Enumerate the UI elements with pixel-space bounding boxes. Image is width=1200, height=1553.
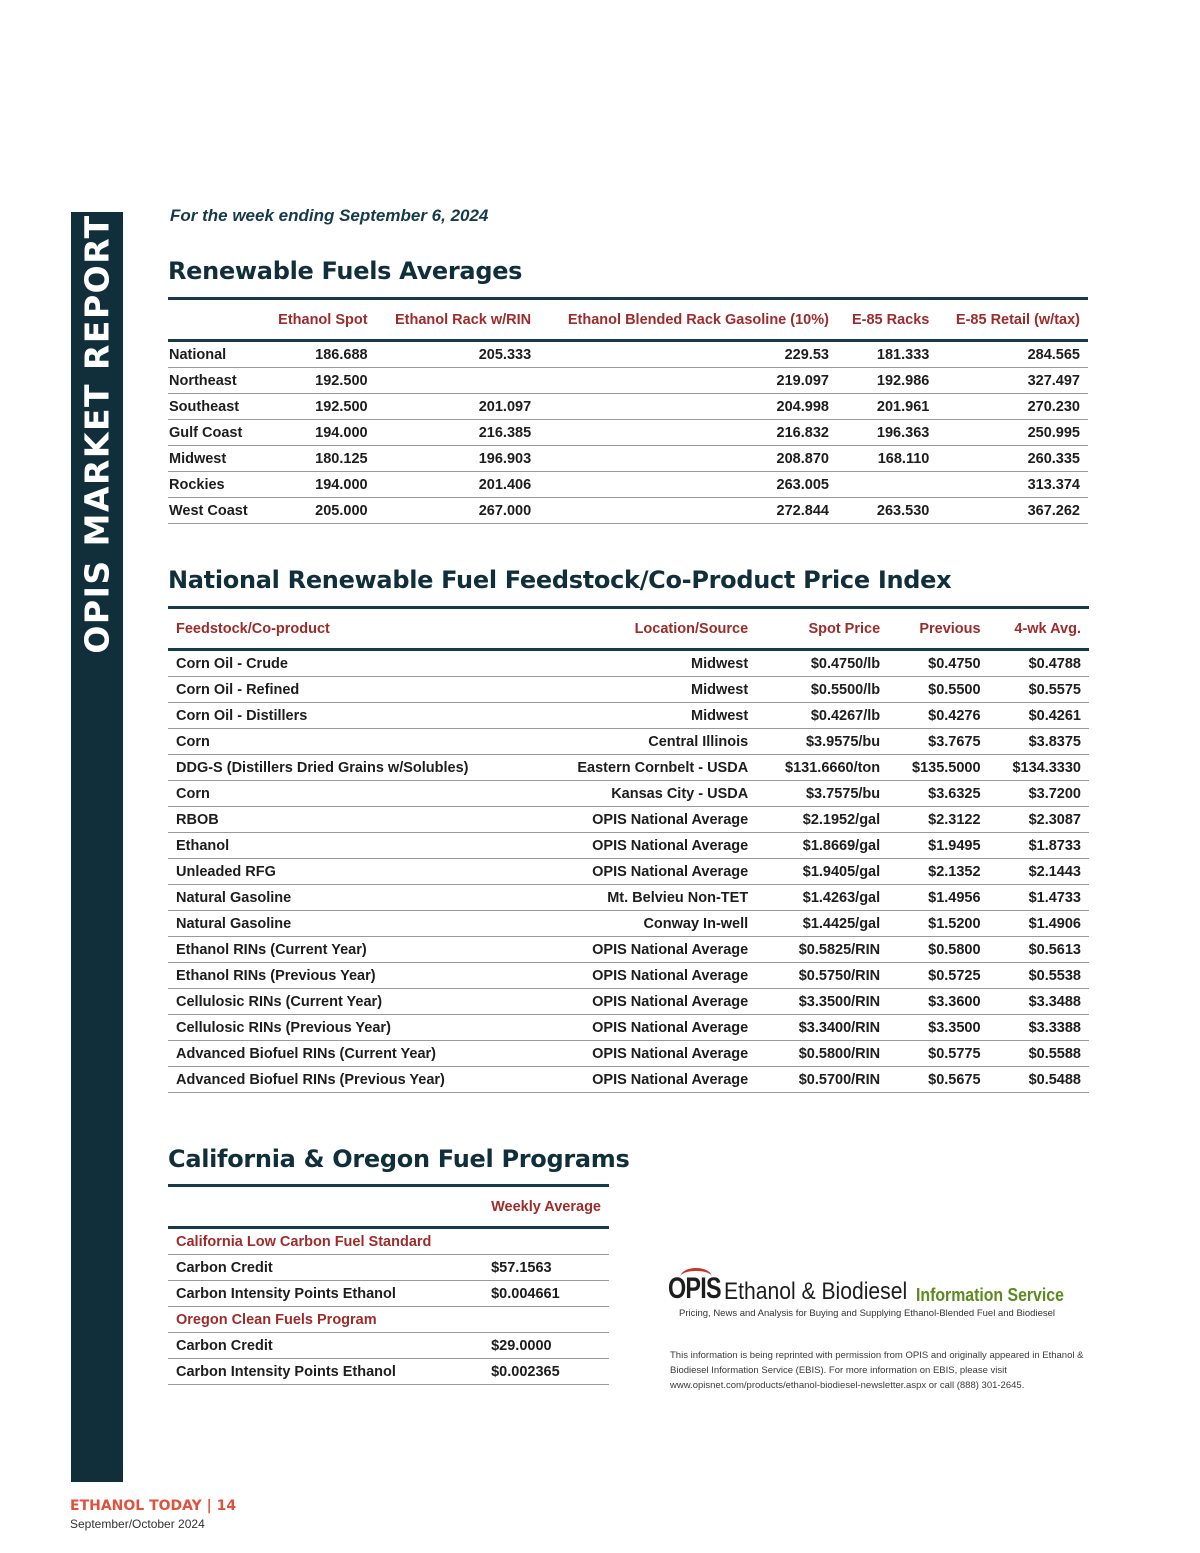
feedstock-cell: Midwest — [534, 650, 756, 677]
california-title: California & Oregon Fuel Programs — [168, 1145, 630, 1173]
feedstock-cell: $3.3500/RIN — [756, 989, 888, 1015]
renewable-cell: 208.870 — [539, 446, 837, 472]
feedstock-cell: $1.4956 — [888, 885, 988, 911]
feedstock-cell: OPIS National Average — [534, 807, 756, 833]
california-table — [168, 1184, 609, 1385]
feedstock-table — [168, 606, 1089, 1093]
table-row — [168, 394, 1088, 420]
renewable-cell: 284.565 — [937, 341, 1088, 368]
feedstock-cell: $0.5675 — [888, 1067, 988, 1093]
feedstock-cell: $3.3500 — [888, 1015, 988, 1041]
feedstock-header-cell: Feedstock/Co-product — [168, 608, 534, 650]
table-row — [168, 1359, 609, 1385]
feedstock-cell: Natural Gasoline — [168, 911, 534, 937]
feedstock-cell: Ethanol — [168, 833, 534, 859]
feedstock-cell: OPIS National Average — [534, 963, 756, 989]
opis-logo-block — [668, 1272, 1088, 1319]
feedstock-cell: Corn — [168, 729, 534, 755]
feedstock-cell: $1.4425/gal — [756, 911, 888, 937]
feedstock-cell: $1.4733 — [989, 885, 1089, 911]
feedstock-cell: $0.4261 — [989, 703, 1089, 729]
table-row — [168, 1228, 609, 1255]
feedstock-cell: Conway In-well — [534, 911, 756, 937]
renewable-cell: 205.333 — [376, 341, 540, 368]
feedstock-cell: $3.9575/bu — [756, 729, 888, 755]
program-value: $0.004661 — [483, 1281, 609, 1307]
renewable-cell: 204.998 — [539, 394, 837, 420]
opis-arc-icon — [680, 1268, 711, 1285]
opis-logo-service: Information Service — [916, 1285, 1064, 1305]
opis-logo-word: OPIS — [668, 1272, 710, 1306]
renewable-title: Renewable Fuels Averages — [168, 257, 523, 285]
table-row — [168, 1333, 609, 1359]
feedstock-cell: $3.3388 — [989, 1015, 1089, 1041]
renewable-header-cell: Ethanol Rack w/RIN — [376, 299, 540, 341]
program-value — [483, 1307, 609, 1333]
feedstock-cell: Cellulosic RINs (Previous Year) — [168, 1015, 534, 1041]
feedstock-cell: Corn Oil - Refined — [168, 677, 534, 703]
renewable-cell: 186.688 — [262, 341, 375, 368]
feedstock-cell: $3.6325 — [888, 781, 988, 807]
table-row — [168, 498, 1088, 524]
renewable-header-cell: Ethanol Blended Rack Gasoline (10%) — [539, 299, 837, 341]
feedstock-title: National Renewable Fuel Feedstock/Co-Product Price Index — [168, 566, 952, 594]
table-row — [168, 368, 1088, 394]
program-value: $0.002365 — [483, 1359, 609, 1385]
table-row — [168, 755, 1089, 781]
feedstock-cell: $3.3400/RIN — [756, 1015, 888, 1041]
sidebar-title: OPIS MARKET REPORT — [77, 214, 117, 654]
table-row — [168, 989, 1089, 1015]
feedstock-cell: $0.4276 — [888, 703, 988, 729]
feedstock-header-cell: Previous — [888, 608, 988, 650]
feedstock-cell: Advanced Biofuel RINs (Previous Year) — [168, 1067, 534, 1093]
opis-logo-product: Ethanol & Biodiesel — [724, 1278, 908, 1305]
feedstock-cell: Mt. Belvieu Non-TET — [534, 885, 756, 911]
feedstock-cell: OPIS National Average — [534, 937, 756, 963]
renewable-cell: 194.000 — [262, 420, 375, 446]
table-row — [168, 781, 1089, 807]
table-row — [168, 703, 1089, 729]
renewable-cell: 196.903 — [376, 446, 540, 472]
program-value — [483, 1228, 609, 1255]
renewable-cell: 205.000 — [262, 498, 375, 524]
table-row — [168, 341, 1088, 368]
feedstock-cell: $1.8733 — [989, 833, 1089, 859]
feedstock-cell: OPIS National Average — [534, 1015, 756, 1041]
renewable-cell: 196.363 — [837, 420, 937, 446]
renewable-cell: 267.000 — [376, 498, 540, 524]
feedstock-cell: $1.9405/gal — [756, 859, 888, 885]
feedstock-cell: $1.8669/gal — [756, 833, 888, 859]
reprint-notice: This information is being reprinted with permission from OPIS and originally appeared in Ethanol & Biodiesel Information Service (EBIS). For more information on EBIS, please visit www.opisnet.com/products/ethanol-biodiesel-newsletter.aspx or call (888) 301-2645. — [670, 1350, 1084, 1391]
renewable-cell: 219.097 — [539, 368, 837, 394]
feedstock-cell: $0.5700/RIN — [756, 1067, 888, 1093]
table-row — [168, 472, 1088, 498]
table-row — [168, 677, 1089, 703]
renewable-cell: 216.385 — [376, 420, 540, 446]
table-row — [168, 1041, 1089, 1067]
table-row — [168, 911, 1089, 937]
table-row — [168, 1307, 609, 1333]
feedstock-cell: $134.3330 — [989, 755, 1089, 781]
feedstock-cell: $2.1443 — [989, 859, 1089, 885]
table-row — [168, 1067, 1089, 1093]
renewable-cell: 327.497 — [937, 368, 1088, 394]
feedstock-cell: OPIS National Average — [534, 1067, 756, 1093]
feedstock-cell: $0.5775 — [888, 1041, 988, 1067]
table-row — [168, 1015, 1089, 1041]
renewable-cell: 260.335 — [937, 446, 1088, 472]
feedstock-cell: Corn — [168, 781, 534, 807]
feedstock-cell: $0.4750/lb — [756, 650, 888, 677]
renewable-cell: 201.406 — [376, 472, 540, 498]
feedstock-cell: $0.5800 — [888, 937, 988, 963]
feedstock-cell: $0.5588 — [989, 1041, 1089, 1067]
week-ending: For the week ending September 6, 2024 — [170, 206, 489, 225]
feedstock-cell: Cellulosic RINs (Current Year) — [168, 989, 534, 1015]
renewable-cell: Northeast — [168, 368, 262, 394]
feedstock-cell: RBOB — [168, 807, 534, 833]
feedstock-cell: Midwest — [534, 677, 756, 703]
renewable-cell: 263.005 — [539, 472, 837, 498]
feedstock-cell: Kansas City - USDA — [534, 781, 756, 807]
table-row — [168, 1255, 609, 1281]
feedstock-cell: $1.5200 — [888, 911, 988, 937]
california-header-weekly: Weekly Average — [483, 1186, 609, 1228]
feedstock-cell: $3.3600 — [888, 989, 988, 1015]
feedstock-cell: $3.7200 — [989, 781, 1089, 807]
feedstock-cell: $0.4267/lb — [756, 703, 888, 729]
feedstock-cell: $0.5488 — [989, 1067, 1089, 1093]
footer-publication: ETHANOL TODAY | 14 — [70, 1498, 237, 1514]
renewable-header-cell: E-85 Retail (w/tax) — [937, 299, 1088, 341]
renewable-cell: 250.995 — [937, 420, 1088, 446]
feedstock-header-cell: Location/Source — [534, 608, 756, 650]
feedstock-cell: $135.5000 — [888, 755, 988, 781]
feedstock-cell: $0.4788 — [989, 650, 1089, 677]
renewable-cell: Midwest — [168, 446, 262, 472]
renewable-cell: Gulf Coast — [168, 420, 262, 446]
feedstock-cell: $0.5613 — [989, 937, 1089, 963]
feedstock-cell: $0.5575 — [989, 677, 1089, 703]
feedstock-cell: $0.5825/RIN — [756, 937, 888, 963]
renewable-cell: 180.125 — [262, 446, 375, 472]
feedstock-cell: $2.1352 — [888, 859, 988, 885]
table-row — [168, 650, 1089, 677]
renewable-cell: 201.961 — [837, 394, 937, 420]
feedstock-cell: $2.3122 — [888, 807, 988, 833]
feedstock-cell: Unleaded RFG — [168, 859, 534, 885]
feedstock-cell: $1.9495 — [888, 833, 988, 859]
feedstock-cell: Central Illinois — [534, 729, 756, 755]
program-label: Carbon Credit — [168, 1255, 483, 1281]
feedstock-cell: $1.4906 — [989, 911, 1089, 937]
renewable-cell: 229.53 — [539, 341, 837, 368]
feedstock-cell: Advanced Biofuel RINs (Current Year) — [168, 1041, 534, 1067]
renewable-cell — [837, 472, 937, 498]
renewable-cell: 272.844 — [539, 498, 837, 524]
feedstock-cell: Ethanol RINs (Current Year) — [168, 937, 534, 963]
feedstock-cell: $0.5538 — [989, 963, 1089, 989]
feedstock-cell: $2.1952/gal — [756, 807, 888, 833]
renewable-cell: 168.110 — [837, 446, 937, 472]
feedstock-cell: $3.7575/bu — [756, 781, 888, 807]
feedstock-cell: OPIS National Average — [534, 833, 756, 859]
program-subheader: California Low Carbon Fuel Standard — [168, 1228, 483, 1255]
feedstock-cell: $0.5725 — [888, 963, 988, 989]
feedstock-cell: $1.4263/gal — [756, 885, 888, 911]
feedstock-cell: $2.3087 — [989, 807, 1089, 833]
feedstock-cell: $0.5500/lb — [756, 677, 888, 703]
feedstock-cell: $0.5500 — [888, 677, 988, 703]
renewable-header-cell: Ethanol Spot — [262, 299, 375, 341]
feedstock-cell: Ethanol RINs (Previous Year) — [168, 963, 534, 989]
renewable-cell: 192.500 — [262, 368, 375, 394]
table-row — [168, 963, 1089, 989]
feedstock-header-cell: Spot Price — [756, 608, 888, 650]
table-row — [168, 1281, 609, 1307]
feedstock-cell: $0.5750/RIN — [756, 963, 888, 989]
feedstock-cell: Natural Gasoline — [168, 885, 534, 911]
program-label: Carbon Credit — [168, 1333, 483, 1359]
feedstock-cell: Corn Oil - Distillers — [168, 703, 534, 729]
table-row — [168, 807, 1089, 833]
feedstock-cell: Midwest — [534, 703, 756, 729]
renewable-table — [168, 297, 1088, 524]
opis-logo — [668, 1272, 1088, 1306]
renewable-cell: 216.832 — [539, 420, 837, 446]
feedstock-cell: DDG-S (Distillers Dried Grains w/Solubles) — [168, 755, 534, 781]
feedstock-cell: $3.7675 — [888, 729, 988, 755]
renewable-header-cell: E-85 Racks — [837, 299, 937, 341]
feedstock-cell: $3.8375 — [989, 729, 1089, 755]
feedstock-cell: OPIS National Average — [534, 1041, 756, 1067]
program-label: Carbon Intensity Points Ethanol — [168, 1281, 483, 1307]
table-row — [168, 729, 1089, 755]
renewable-cell: 270.230 — [937, 394, 1088, 420]
renewable-cell: 263.530 — [837, 498, 937, 524]
table-row — [168, 420, 1088, 446]
table-row — [168, 885, 1089, 911]
renewable-cell: Southeast — [168, 394, 262, 420]
feedstock-cell: Eastern Cornbelt - USDA — [534, 755, 756, 781]
table-row — [168, 937, 1089, 963]
california-header-blank — [168, 1186, 483, 1228]
renewable-header-cell — [168, 299, 262, 341]
feedstock-header-cell: 4-wk Avg. — [989, 608, 1089, 650]
program-value: $29.0000 — [483, 1333, 609, 1359]
renewable-cell: 192.986 — [837, 368, 937, 394]
table-row — [168, 859, 1089, 885]
program-label: Carbon Intensity Points Ethanol — [168, 1359, 483, 1385]
renewable-cell: Rockies — [168, 472, 262, 498]
feedstock-cell: $0.5800/RIN — [756, 1041, 888, 1067]
feedstock-cell: $131.6660/ton — [756, 755, 888, 781]
table-row — [168, 446, 1088, 472]
feedstock-cell: Corn Oil - Crude — [168, 650, 534, 677]
table-row — [168, 833, 1089, 859]
feedstock-cell: $3.3488 — [989, 989, 1089, 1015]
renewable-cell: 201.097 — [376, 394, 540, 420]
footer-date: September/October 2024 — [70, 1517, 205, 1531]
renewable-cell: 313.374 — [937, 472, 1088, 498]
feedstock-cell: OPIS National Average — [534, 859, 756, 885]
renewable-cell: 194.000 — [262, 472, 375, 498]
sidebar-band — [71, 212, 123, 1482]
renewable-cell: 192.500 — [262, 394, 375, 420]
renewable-cell: West Coast — [168, 498, 262, 524]
renewable-cell: National — [168, 341, 262, 368]
renewable-cell: 181.333 — [837, 341, 937, 368]
program-value: $57.1563 — [483, 1255, 609, 1281]
program-subheader: Oregon Clean Fuels Program — [168, 1307, 483, 1333]
feedstock-cell: $0.4750 — [888, 650, 988, 677]
feedstock-cell: OPIS National Average — [534, 989, 756, 1015]
renewable-cell — [376, 368, 540, 394]
renewable-cell: 367.262 — [937, 498, 1088, 524]
opis-tagline: Pricing, News and Analysis for Buying and Supplying Ethanol-Blended Fuel and Biodiesel — [679, 1308, 1056, 1319]
